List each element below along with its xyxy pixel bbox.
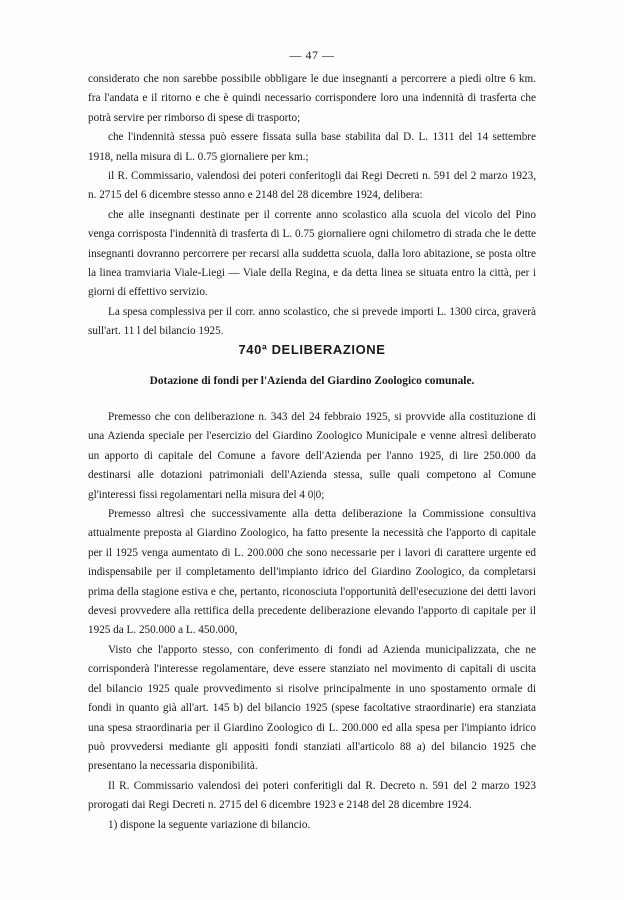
paragraph: il R. Commissario, valendosi dei poteri conferitogli dai Regi Decreti n. 591 del 2 marzo 1923, n. 2715 del 6 dicembre stesso anno e 2148 del 28 dicembre 1924, delibera: xyxy=(88,170,536,202)
paragraph: Premesso altresì che successivamente alla detta deliberazione la Commissione consultiva attualmente preposta al Giardino Zoologico, ha fatto presente la necessità che l'apporto di capitale per il 1925 venga aumentato di L. 200.000 che sono necessarie per i lavori di carattere urgente ed indispensabile per il completamento dell'impianto idrico del Giardino Zoologico, da completarsi prima della stagione estiva e che, pertanto, riconosciuta l'opportunità dell'esecuzione dei detti lavori devesi provvedere alla rettifica della precedente deliberazione elevando l'apporto di capitale per il 1925 da L. 250.000 a L. 450.000, xyxy=(88,508,536,637)
paragraph: Visto che l'apporto stesso, con conferimento di fondi ad Azienda municipalizzata, che ne corrisponderà l'interesse regolamentare, deve essere stanziato nel movimento di capitali di uscita del bilancio 1925 quale provvedimento si risolve principalmente in uno spostamento ormale di fondi in quanto già all'art. 145 b) del bilancio 1925 (spese facoltative straordinarie) era stanziata una spesa straordinaria per il Giardino Zoologico di L. 200.000 ed alla spesa per l'impianto idrico può provvedersi mediante gli appositi fondi stanziati all'articolo 88 a) del bilancio 1925 che presentano la necessaria disponibilità. xyxy=(88,643,536,773)
paragraph: Il R. Commissario valendosi dei poteri conferitigli dal R. Decreto n. 591 del 2 marzo 1923 prorogati dai Regi Decreti n. 2715 del 6 dicembre 1923 e 2148 del 28 dicembre 1924. xyxy=(88,779,536,812)
resolution-text-continued xyxy=(88,70,536,342)
page-number: — 47 — xyxy=(289,48,335,62)
deliberation-subtitle: Dotazione di fondi per l'Azienda del Giardino Zoologico comunale. xyxy=(149,375,475,387)
paragraph: 1) dispone la seguente variazione di bilancio. xyxy=(108,818,311,831)
paragraph: che alle insegnanti destinate per il corrente anno scolastico alla scuola del vicolo del Pino venga corrisposta l'indennità di trasferta di L. 0.75 giornaliere ogni chilometro di strada che le dette insegnanti dovranno percorrere per recarsi alla suddetta scuola, dalla loro abitazione, se posta oltre la linea tramviaria Viale-Liegi — Viale della Regina, e da detta linea se situata entro la città, per i giorni di effettivo servizio. xyxy=(88,208,536,299)
paragraph: La spesa complessiva per il corr. anno scolastico, che si prevede importi L. 1300 circa, graverà sull'art. 11 l del bilancio 1925. xyxy=(88,305,536,338)
paragraph: Premesso che con deliberazione n. 343 del 24 febbraio 1925, si provvide alla costituzione di una Azienda speciale per l'esercizio del Giardino Zoologico Municipale e venne altresì deliberato un apporto di capitale del Comune a favore dell'Azienda per l'anno 1925, di lire 250.000 da destinarsi alle dotazioni patrimoniali dell'Azienda stessa, sulle quali competono al Comune gl'interessi fissi regolamentari nella misura del 4 0|0; xyxy=(88,411,536,501)
paragraph: considerato che non sarebbe possibile obbligare le due insegnanti a percorrere a piedi oltre 6 km. fra l'andata e il ritorno e che è quindi necessario corrispondere loro una indennità di trasferta che potrà servire per rimborso di spese di trasporto; xyxy=(88,73,536,124)
deliberation-body xyxy=(88,408,536,835)
paragraph: che l'indennità stessa può essere fissata sulla base stabilita dal D. L. 1311 del 14 settembre 1918, nella misura di L. 0.75 giornaliere per km.; xyxy=(88,131,536,163)
deliberation-title: 740ª DELIBERAZIONE xyxy=(238,342,386,357)
